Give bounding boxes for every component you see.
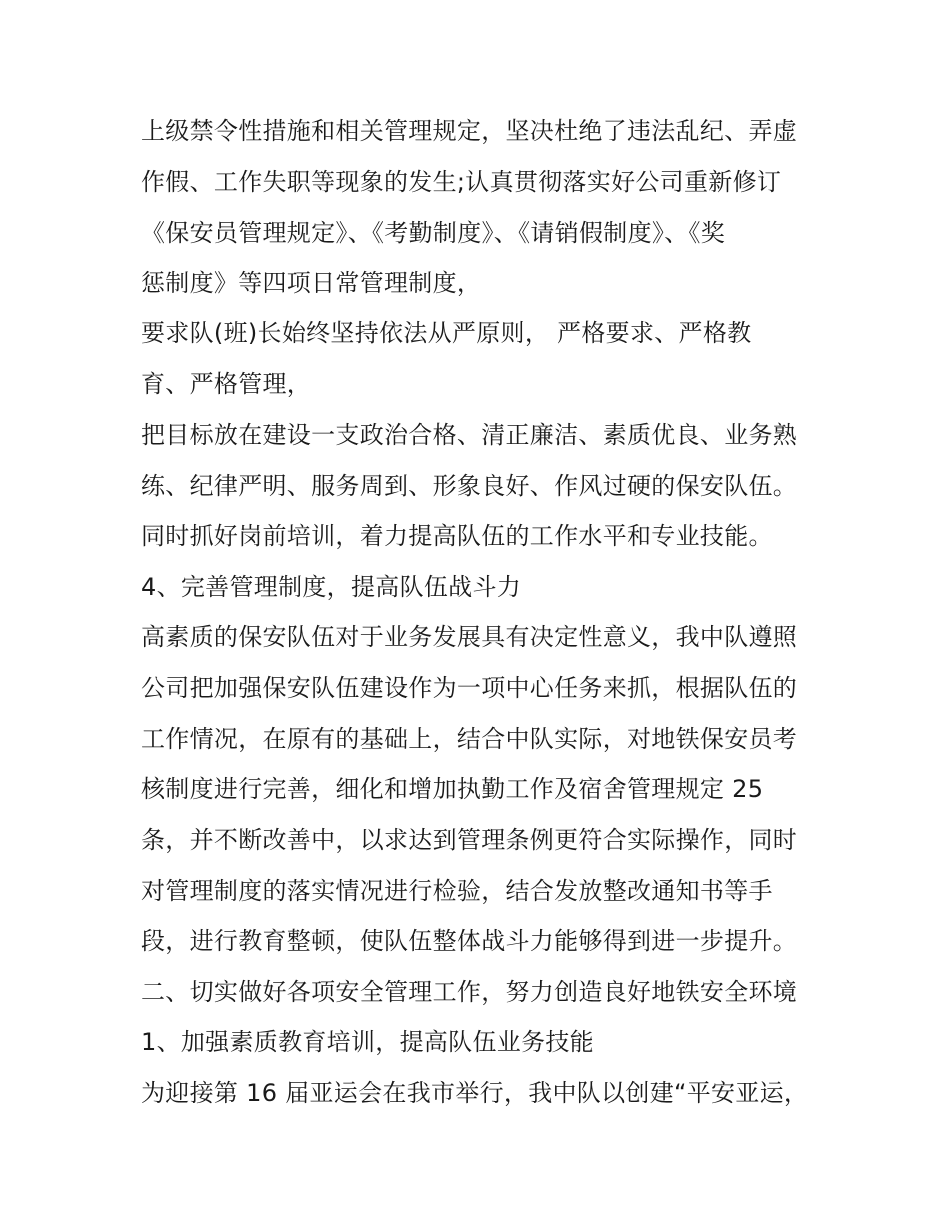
text-line: 为迎接第 16 届亚运会在我市举行，我中队以创建“平安亚运， — [141, 1079, 809, 1107]
text-line: 高素质的保安队伍对于业务发展具有决定性意义，我中队遵照 — [141, 623, 798, 651]
text-line: 上级禁令性措施和相关管理规定，坚决杜绝了违法乱纪、弄虚 — [141, 117, 798, 145]
section-heading: 1、加强素质教育培训，提高队伍业务技能 — [141, 1028, 594, 1056]
text-line: 把目标放在建设一支政治合格、清正廉洁、素质优良、业务熟 — [141, 421, 798, 449]
text-line: 对管理制度的落实情况进行检验，结合发放整改通知书等手 — [141, 877, 773, 905]
text-line: 要求队(班)长始终坚持依法从严原则， 严格要求、严格教 — [141, 319, 752, 347]
text-line: 核制度进行完善，细化和增加执勤工作及宿舍管理规定 25 — [141, 775, 764, 803]
text-line: 条，并不断改善中，以求达到管理条例更符合实际操作，同时 — [141, 826, 798, 854]
text-line: 惩制度》等四项日常管理制度， — [141, 269, 482, 297]
text-line: 段，进行教育整顿，使队伍整体战斗力能够得到进一步提升。 — [141, 927, 798, 955]
section-heading: 4、完善管理制度，提高队伍战斗力 — [141, 573, 522, 601]
text-line: 练、纪律严明、服务周到、形象良好、作风过硬的保安队伍。 — [141, 472, 798, 500]
section-heading: 二、切实做好各项安全管理工作，努力创造良好地铁安全环境 — [141, 978, 798, 1006]
text-line: 公司把加强保安队伍建设作为一项中心任务来抓，根据队伍的 — [141, 674, 798, 702]
text-line: 《保安员管理规定》、《考勤制度》、《请销假制度》、《奖 — [141, 219, 726, 247]
text-line: 同时抓好岗前培训，着力提高队伍的工作水平和专业技能。 — [141, 522, 773, 550]
text-line: 工作情况，在原有的基础上，结合中队实际，对地铁保安员考 — [141, 725, 798, 753]
text-line: 作假、工作失职等现象的发生;认真贯彻落实好公司重新修订 — [141, 168, 782, 196]
text-line: 育、严格管理， — [141, 370, 312, 398]
